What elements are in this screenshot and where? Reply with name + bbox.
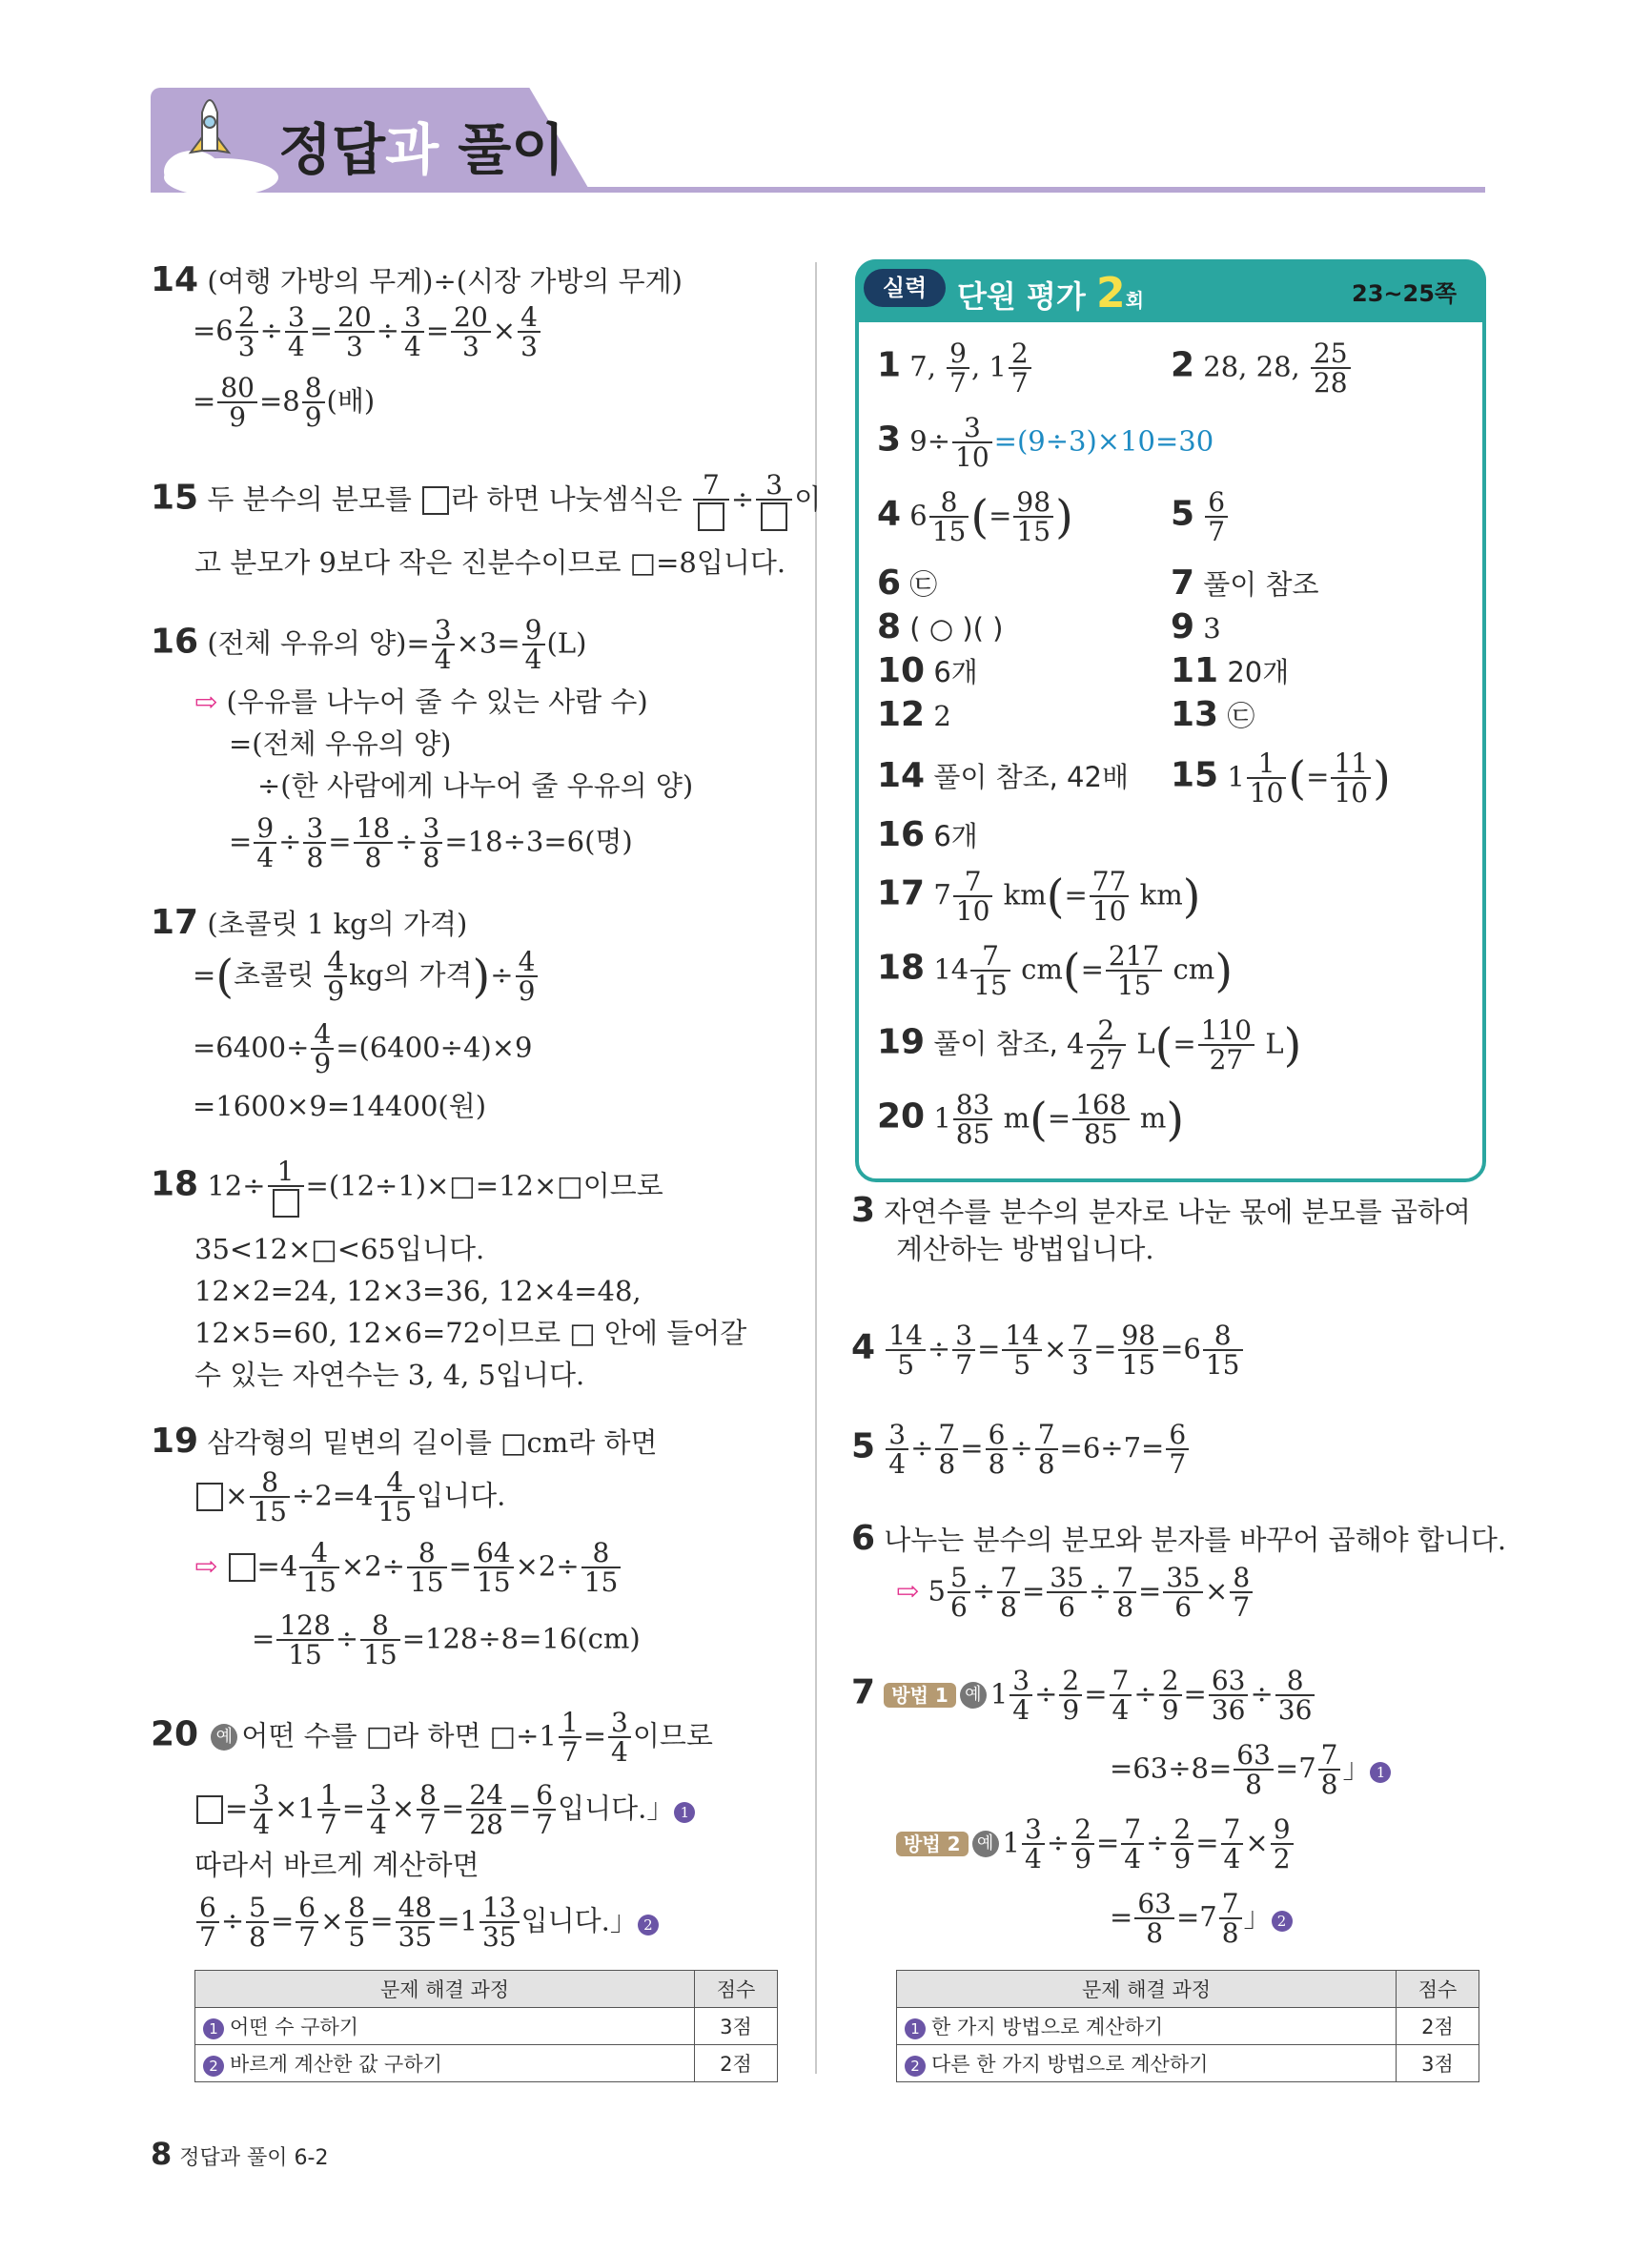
ans-8: 8 ( ○ )( ) xyxy=(877,607,1004,646)
ans-5: 5 $\frac{6}{7}$ xyxy=(1171,488,1230,546)
left-score-table xyxy=(194,1970,778,2082)
ans-6: 6 ㉢ xyxy=(877,563,938,603)
card-pages: 23~25쪽 xyxy=(1352,280,1458,307)
q17-line1: 17 (초콜릿 1 kg의 가격) xyxy=(151,903,468,942)
exp6-line1: 6 나누는 분수의 분모와 분자를 바꾸어 곱해야 합니다. xyxy=(851,1519,1507,1558)
q19-line2: × $\frac{8}{15}$ ÷2=4 $\frac{4}{15}$ 입니다. xyxy=(194,1468,505,1526)
ans-7: 7 풀이 참조 xyxy=(1171,563,1319,603)
exp5: 5 $\frac{3}{4}$ ÷ $\frac{7}{8}$ = $\frac{6}{8}$ ÷ $\frac{7}{8}$ =6÷7= $\frac{6}{7}$ xyxy=(851,1421,1191,1479)
q20-line1: 20 예 어떤 수를 □라 하면 □÷1 $\frac{1}{7}$ = $\frac{3}{4}$ 이므로 xyxy=(151,1707,713,1769)
right-score-table xyxy=(896,1970,1479,2082)
ans-4: 4 6 $\frac{8}{15}$ (= $\frac{98}{15}$ ) xyxy=(877,486,1073,548)
ans-14: 14 풀이 참조, 42배 xyxy=(877,756,1129,795)
ans-15: 15 1 $\frac{1}{10}$ (= $\frac{11}{10}$ ) xyxy=(1171,748,1391,809)
exp7-line4: = $\frac{63}{8}$ =7 $\frac{7}{8}$ 」 2 xyxy=(1110,1890,1298,1948)
table-row: 1 어떤 수 구하기 3점 xyxy=(195,2008,778,2045)
table-header: 점수 xyxy=(695,1971,778,2008)
ans-3: 3 9÷ $\frac{3}{10}$ =(9÷3)×10=30 xyxy=(877,412,1214,474)
q16-line4: ÷(한 사람에게 나누어 줄 우유의 양) xyxy=(257,769,694,802)
q15-line2: 고 분모가 9보다 작은 진분수이므로 □=8입니다. xyxy=(194,546,786,579)
table-header: 문제 해결 과정 xyxy=(897,1971,1397,2008)
q16-line2: ⇨ (우유를 나누어 줄 수 있는 사람 수) xyxy=(194,686,648,718)
q20-line2: = $\frac{3}{4}$ ×1 $\frac{1}{7}$ = $\frac{3}{4}$ × $\frac{8}{7}$ = $\frac{24}{28}$ = $\frac{6}{7}$ 입니다.」 1 xyxy=(194,1781,701,1839)
page-footer: 8 정답과 풀이 6-2 xyxy=(151,2136,329,2172)
q19-line4: = $\frac{128}{15}$ ÷ $\frac{8}{15}$ =128÷8=16(cm) xyxy=(252,1609,641,1671)
q18-line2: 35<12×□<65입니다. xyxy=(194,1233,485,1265)
q20-line3: 따라서 바르게 계산하면 xyxy=(194,1849,479,1881)
card-title: 단원 평가 2회 xyxy=(957,269,1144,317)
q18-line5: 수 있는 자연수는 3, 4, 5입니다. xyxy=(194,1359,585,1391)
exp4: 4 $\frac{14}{5}$ ÷ $\frac{3}{7}$ = $\frac{14}{5}$ × $\frac{7}{3}$ = $\frac{98}{15}$ =6 $\frac{8}{15}$ xyxy=(851,1321,1245,1380)
ans-20: 20 1 $\frac{83}{85}$ m(= $\frac{168}{85}$ m) xyxy=(877,1089,1185,1151)
ans-10: 10 6개 xyxy=(877,651,978,690)
ans-19: 19 풀이 참조, 4 $\frac{2}{27}$ L(= $\frac{110}{27}$ L) xyxy=(877,1014,1302,1076)
ans-17: 17 7 $\frac{7}{10}$ km(= $\frac{77}{10}$ km) xyxy=(877,866,1201,928)
q15-line1: 15 두 분수의 분모를 라 하면 나눗셈식은 7 ÷ 3 이 xyxy=(151,471,821,531)
exp3-line2: 계산하는 방법입니다. xyxy=(896,1233,1154,1265)
exp6-line2: ⇨ 5 $\frac{5}{6}$ ÷ $\frac{7}{8}$ = $\frac{35}{6}$ ÷ $\frac{7}{8}$ = $\frac{35}{6}$ × $\frac{8}{7}$ xyxy=(896,1564,1254,1622)
exp3-line1: 3 자연수를 분수의 분자로 나눈 몫에 분모를 곱하여 xyxy=(851,1191,1471,1230)
table-header: 문제 해결 과정 xyxy=(195,1971,695,2008)
q18-line1: 18 12÷ 1 =(12÷1)×□=12×□이므로 xyxy=(151,1157,663,1218)
q17-line4: =1600×9=14400(원) xyxy=(193,1090,487,1122)
table-row: 2 다른 한 가지 방법으로 계산하기 3점 xyxy=(897,2045,1479,2082)
q19-line3: ⇨ =4 $\frac{4}{15}$ ×2÷ $\frac{8}{15}$ = $\frac{64}{15}$ ×2÷ $\frac{8}{15}$ xyxy=(194,1539,622,1597)
ans-2: 2 28, 28, $\frac{25}{28}$ xyxy=(1171,339,1353,398)
q14-line2: =6 $\frac{2}{3}$ ÷ $\frac{3}{4}$ = $\frac{20}{3}$ ÷ $\frac{3}{4}$ = $\frac{20}{3}$ × $\frac{4}{3}$ xyxy=(193,303,542,361)
q18-line3: 12×2=24, 12×3=36, 12×4=48, xyxy=(194,1275,642,1307)
exp7-line2: =63÷8= $\frac{63}{8}$ =7 $\frac{7}{8}$ 」 1 xyxy=(1110,1741,1397,1799)
q16-line1: 16 (전체 우유의 양)= $\frac{3}{4}$ ×3= $\frac{9}{4}$ (L) xyxy=(151,614,587,676)
ans-9: 9 3 xyxy=(1171,607,1221,646)
q20-line4: $\frac{6}{7}$ ÷ $\frac{5}{8}$ = $\frac{6}{7}$ × $\frac{8}{5}$ = $\frac{48}{35}$ =1 $\frac{13}{35}$ 입니다.」 2 xyxy=(194,1894,664,1952)
ans-16: 16 6개 xyxy=(877,815,978,854)
header-rule xyxy=(151,187,1485,193)
rocket-icon xyxy=(154,84,278,196)
ans-12: 12 2 xyxy=(877,695,951,734)
q18-line4: 12×5=60, 12×6=72이므로 □ 안에 들어갈 xyxy=(194,1317,747,1349)
ans-18: 18 14 $\frac{7}{15}$ cm(= $\frac{217}{15}$ cm) xyxy=(877,940,1234,1002)
table-header: 점수 xyxy=(1397,1971,1479,2008)
table-row: 2 바르게 계산한 값 구하기 2점 xyxy=(195,2045,778,2082)
q17-line3: =6400÷ $\frac{4}{9}$ =(6400÷4)×9 xyxy=(193,1018,533,1080)
ans-11: 11 20개 xyxy=(1171,651,1290,690)
level-pill: 실력 xyxy=(864,269,946,307)
ans-1: 1 7, $\frac{9}{7}$ , 1 $\frac{2}{7}$ xyxy=(877,339,1033,398)
q14-line1: 14 (여행 가방의 무게)÷(시장 가방의 무게) xyxy=(151,260,683,299)
column-divider xyxy=(815,262,817,2074)
table-row: 1 한 가지 방법으로 계산하기 2점 xyxy=(897,2008,1479,2045)
exp7-line3: 방법 2 예 1 $\frac{3}{4}$ ÷ $\frac{2}{9}$ = $\frac{7}{4}$ ÷ $\frac{2}{9}$ = $\frac{7}{4}$ × $\frac{9}{2}$ xyxy=(896,1815,1295,1874)
q16-line5: = $\frac{9}{4}$ ÷ $\frac{3}{8}$ = $\frac{18}{8}$ ÷ $\frac{3}{8}$ =18÷3=6(명) xyxy=(229,812,633,874)
page-title: 정답과 풀이 xyxy=(278,117,565,182)
q17-line2: =(초콜릿 $\frac{4}{9}$ kg의 가격)÷ $\frac{4}{9}$ xyxy=(193,948,540,1006)
q14-line3: = $\frac{80}{9}$ =8 $\frac{8}{9}$ (배) xyxy=(193,372,376,434)
q19-line1: 19 삼각형의 밑변의 길이를 □cm라 하면 xyxy=(151,1422,658,1461)
q16-line3: =(전체 우유의 양) xyxy=(229,727,452,760)
ans-13: 13 ㉢ xyxy=(1171,695,1255,734)
exp7-line1: 7 방법 1 예 1 $\frac{3}{4}$ ÷ $\frac{2}{9}$ = $\frac{7}{4}$ ÷ $\frac{2}{9}$ = $\frac{63}{36}$ ÷ $\frac{8}{36}$ xyxy=(851,1667,1316,1725)
